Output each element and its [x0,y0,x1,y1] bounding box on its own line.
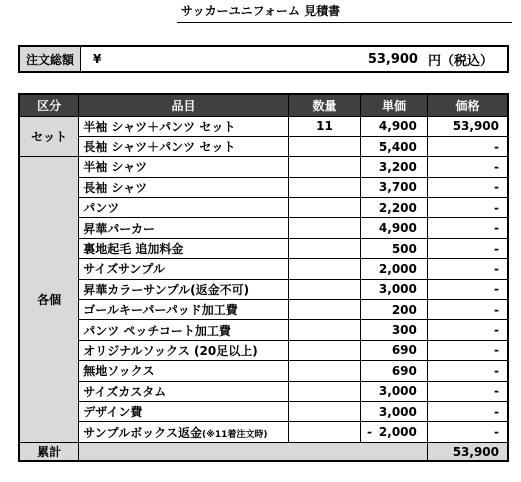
qty-cell [288,340,360,360]
price-cell: - [427,259,508,279]
qty-cell [288,157,360,177]
item-label: パンツ ペッチコート加工費 [83,323,231,338]
header-row [19,94,508,116]
table-row [19,259,508,279]
total-price: 53,900 [427,442,508,461]
qty-cell [288,320,360,340]
table-row [19,238,508,258]
category-cell: セット [19,116,79,157]
table-row [19,401,508,421]
item-cell [79,238,289,258]
item-cell [79,422,289,442]
table-row [19,116,508,136]
item-label: 無地ソックス [83,364,155,379]
price-cell: - [427,300,508,320]
header-price: 価格 [427,94,508,116]
item-label: 長袖 シャツ [83,180,148,195]
unit-price-value: 2,000 [378,425,417,440]
table-row [19,422,508,442]
header-unit-price: 単価 [361,94,428,116]
unit-price-sign: - [367,425,373,440]
unit-price-cell: 3,000 [361,279,428,299]
order-total-amount-area [153,47,507,71]
unit-price-cell: 500 [361,238,428,258]
table-row [19,320,508,340]
item-cell [79,320,289,340]
qty-cell [288,381,360,401]
price-cell: - [427,157,508,177]
price-cell: - [427,381,508,401]
price-cell: - [427,422,508,442]
table-row [19,218,508,238]
total-row [19,442,508,461]
qty-cell [288,259,360,279]
unit-price-cell: 4,900 [361,116,428,136]
qty-cell [288,177,360,197]
item-cell [79,259,289,279]
unit-price-cell: 2,200 [361,198,428,218]
table-row [19,361,508,381]
item-label: サンプルボックス返金 [83,425,203,440]
item-cell [79,340,289,360]
currency-symbol: ¥ [93,52,102,66]
item-label: 半袖 シャツ [83,160,148,175]
qty-cell [288,300,360,320]
title-underline [177,22,512,23]
unit-price-cell: 2,000 [361,259,428,279]
order-total-label: 注文総額 [20,47,81,71]
total-filler [79,442,428,461]
item-label: オリジナルソックス (20足以上) [83,343,258,358]
item-cell [79,361,289,381]
item-label: パンツ [83,201,120,216]
header-category: 区分 [19,94,79,116]
order-total-unit: 円（税込） [427,53,493,69]
price-cell: - [427,218,508,238]
qty-cell [288,238,360,258]
qty-cell: 11 [288,116,360,136]
table-row [19,279,508,299]
unit-price-cell: 690 [361,340,428,360]
unit-price-cell: 4,900 [361,218,428,238]
header-qty: 数量 [288,94,360,116]
item-label: デザイン費 [83,405,143,420]
price-cell: - [427,340,508,360]
table-row [19,136,508,156]
item-cell [79,157,289,177]
item-cell [79,177,289,197]
price-cell: 53,900 [427,116,508,136]
order-total-amount: 53,900 [367,51,418,67]
item-cell [79,300,289,320]
unit-price-cell: 3,200 [361,157,428,177]
unit-price-cell [361,422,428,442]
qty-cell [288,361,360,381]
item-note: (※11着注文時) [202,429,268,440]
unit-price-cell: 200 [361,300,428,320]
qty-cell [288,218,360,238]
table-body [19,116,508,461]
item-label: 昇華カラーサンプル(返金不可) [83,282,250,297]
header-item: 品目 [79,94,289,116]
qty-cell [288,279,360,299]
item-cell [79,381,289,401]
item-label: 裏地起毛 追加料金 [83,242,184,257]
table-row [19,340,508,360]
table-row [19,177,508,197]
price-cell: - [427,401,508,421]
qty-cell [288,401,360,421]
item-label: サイズカスタム [83,384,167,399]
item-cell [79,401,289,421]
item-cell [79,218,289,238]
unit-price-cell: 690 [361,361,428,381]
qty-cell [288,198,360,218]
table-row [19,157,508,177]
table-row [19,198,508,218]
price-cell: - [427,198,508,218]
qty-cell [288,136,360,156]
unit-price-cell: 5,400 [361,136,428,156]
unit-price-cell: 300 [361,320,428,340]
item-cell [79,116,289,136]
unit-price-cell: 3,000 [361,381,428,401]
table-row [19,300,508,320]
category-cell: 各個 [19,157,79,442]
price-cell: - [427,361,508,381]
order-total-box [18,45,509,73]
item-label: 昇華パーカー [83,221,155,236]
item-cell [79,198,289,218]
item-cell [79,136,289,156]
item-label: 長袖 シャツ＋パンツ セット [83,140,236,155]
document-title: サッカーユニフォーム 見積書 [180,4,341,18]
item-label: ゴールキーパーパッド加工費 [83,303,238,318]
item-label: 半袖 シャツ＋パンツ セット [83,119,236,134]
qty-cell [288,422,360,442]
price-cell: - [427,320,508,340]
quote-table [18,93,509,462]
total-label: 累計 [19,442,79,461]
unit-price-cell: 3,000 [361,401,428,421]
table-row [19,381,508,401]
item-label: サイズサンプル [83,262,165,277]
item-cell [79,279,289,299]
price-cell: - [427,279,508,299]
price-cell: - [427,238,508,258]
price-cell: - [427,136,508,156]
price-cell: - [427,177,508,197]
unit-price-cell: 3,700 [361,177,428,197]
